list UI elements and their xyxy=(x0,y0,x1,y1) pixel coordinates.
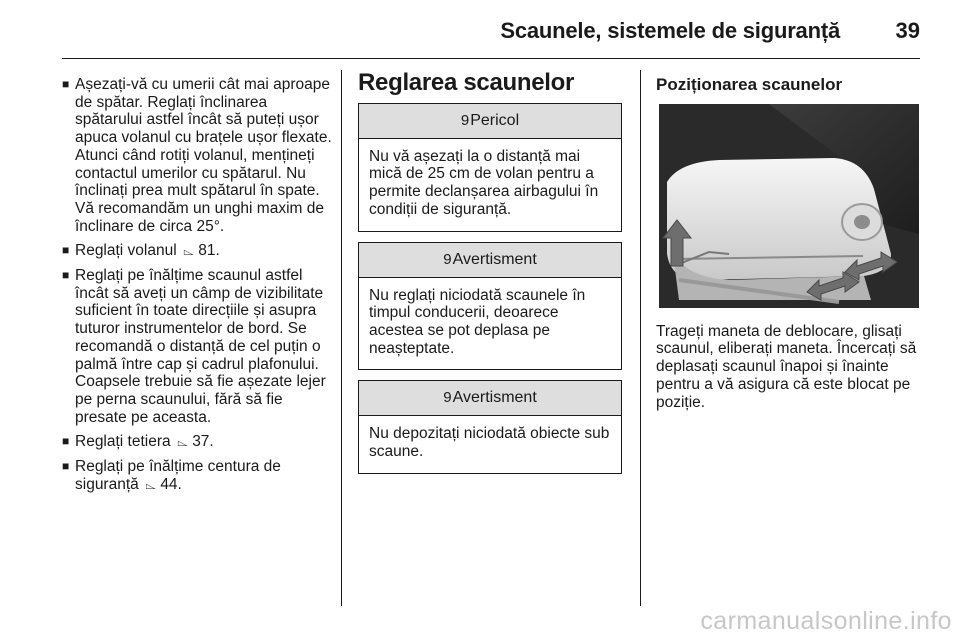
bullet-icon: ■ xyxy=(62,459,70,474)
list-item xyxy=(62,458,334,493)
warning-box xyxy=(358,242,622,371)
warning-box-header xyxy=(359,243,621,278)
list-item-text: Reglați tetiera xyxy=(75,433,171,451)
page-reference-icon: ⌳ xyxy=(176,433,188,450)
left-column xyxy=(62,76,334,500)
list-item xyxy=(62,242,334,260)
list-item-text: Reglați pe înălțime centura de siguranță xyxy=(75,458,281,493)
column-divider xyxy=(341,70,342,606)
danger-label: Pericol xyxy=(470,111,520,129)
warning-label: Avertisment xyxy=(452,389,537,407)
page-reference[interactable]: 37. xyxy=(192,433,214,451)
warning-icon: 9 xyxy=(460,111,470,129)
page-reference-icon: ⌳ xyxy=(145,475,156,492)
list-item-text: Așezați-vă cu umerii cât mai aproape de spătar. Reglați înclinarea spătarului astfel încât să puteți ușor apuca volanul cu brațele ușor flexate. Atunci când rotiți volanul, mențineți contactul umerilor cu spătarul. Nu înclinați prea mult spătarul în spate. Vă recomandăm un unghi maxim de înclinare de circa 25°. xyxy=(75,76,332,235)
bullet-icon: ■ xyxy=(62,77,70,91)
positioning-instructions: Trageți maneta de deblocare, glisați scaunul, eliberați maneta. Încercați să deplasați scaunul înapoi și înainte pentru a vă asigura că este blocat pe poziție. xyxy=(656,322,917,411)
bullet-icon: ■ xyxy=(62,434,70,449)
warning-box-header xyxy=(359,381,621,416)
instruction-list xyxy=(62,76,334,493)
bullet-icon: ■ xyxy=(62,243,70,258)
danger-box xyxy=(358,103,622,232)
danger-box-text: Nu vă așezați la o distanță mai mică de 25 cm de volan pentru a permite declanșarea airbagului în condiții de siguranță. xyxy=(369,147,599,218)
subsection-title: Poziționarea scaunelor xyxy=(656,75,843,94)
list-item-text: Reglați volanul xyxy=(75,242,177,260)
watermark: carmanualsonline.info xyxy=(700,607,952,635)
warning-icon: 9 xyxy=(443,389,452,407)
column-divider xyxy=(640,70,641,606)
warning-icon: 9 xyxy=(443,250,452,268)
right-column xyxy=(656,76,922,411)
page-reference[interactable]: 81. xyxy=(198,242,220,260)
list-item xyxy=(62,76,334,235)
list-item xyxy=(62,433,334,451)
page-header-title: Scaunele, sistemele de siguranță xyxy=(500,18,840,43)
section-title: Reglarea scaunelor xyxy=(358,69,575,96)
page-reference-icon: ⌳ xyxy=(183,242,194,259)
header-rule xyxy=(62,58,920,59)
warning-box xyxy=(358,380,622,473)
warning-box-text: Nu depozitați niciodată obiecte sub scaune. xyxy=(369,425,610,461)
list-item-text: Reglați pe înălțime scaunul astfel încât să aveți un câmp de vizibilitate suficient în toate direcțiile și asupra tuturor instrumentelor de bord. Se recomandă o distanță de cel puțin o palmă între cap și cadrul plafonului. Coapsele trebuie să fie așezate lejer pe perna scaunului, fără să fie presate pe aceasta. xyxy=(75,267,326,426)
middle-column xyxy=(358,69,622,484)
seat-adjustment-illustration xyxy=(659,104,919,308)
bullet-icon: ■ xyxy=(62,268,70,283)
page-number: 39 xyxy=(895,18,920,43)
warning-label: Avertisment xyxy=(452,250,537,268)
warning-box-text: Nu reglați niciodată scaunele în timpul conducerii, deoarece acestea se pot deplasa pe neașteptate. xyxy=(369,286,586,357)
list-item xyxy=(62,267,334,426)
danger-box-header xyxy=(359,104,621,139)
page-reference[interactable]: 44. xyxy=(160,475,182,493)
